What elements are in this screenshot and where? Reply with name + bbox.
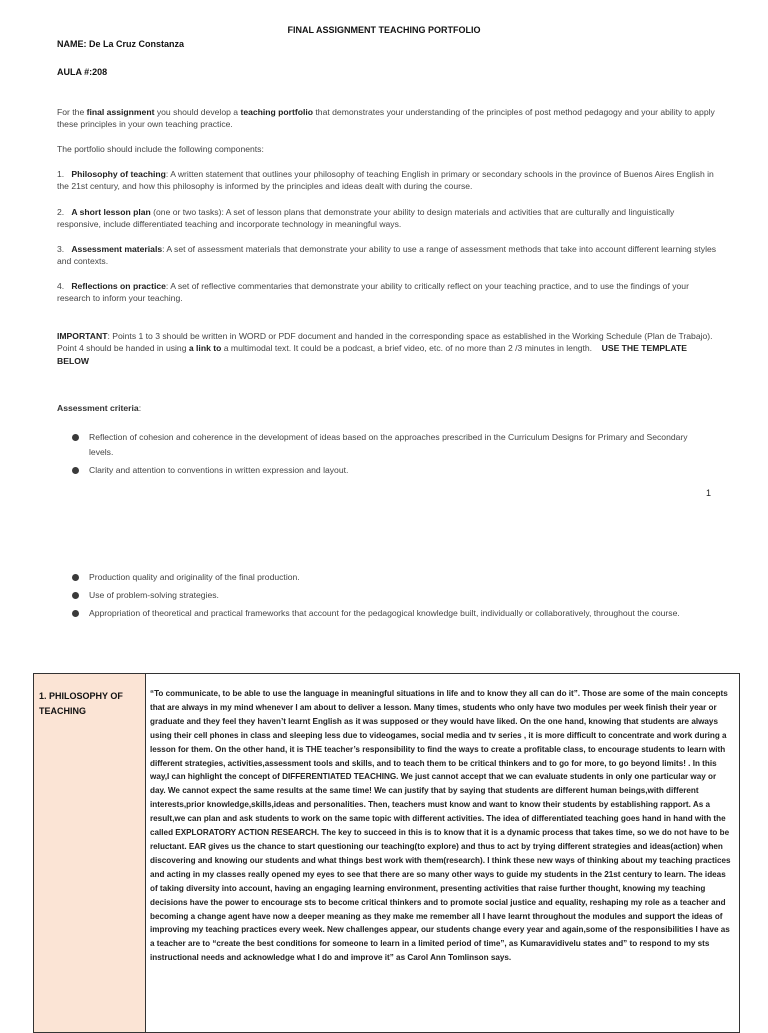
criteria-item-text: Clarity and attention to conventions in written expression and layout.	[89, 465, 349, 475]
component-item	[57, 206, 717, 231]
intro-bold-teaching-portfolio: teaching portfolio	[240, 107, 314, 117]
criteria-heading-text: Assessment criteria	[57, 403, 139, 413]
important-text: Point 4 should be handed in using	[57, 343, 189, 354]
component-description: : A set of assessment materials that demonstrate your ability to use a range of assessment methods that take into account different learning styles and contexts.	[57, 244, 717, 267]
criteria-list-page-1	[72, 430, 712, 481]
criteria-item	[72, 588, 712, 603]
components-intro: The portfolio should include the following components:	[57, 144, 264, 154]
component-description: : A set of reflective commentaries that demonstrate your ability to critically reflect on your teaching practice, and to use the findings of your research to inform your teaching.	[57, 281, 689, 304]
philosophy-table	[33, 673, 740, 1033]
philosophy-statement: “To communicate, to be able to use the language in meaningful situations in life and to know they all can do it”. Those are some of the main concepts that are always in my mind whenever I am about to deliver a lesson. Many times, students who only have two modules per week finish their year or graduate and they feel they haven’t learnt English as it was supposed or they would have liked. On the one hand, knowing that students are always using their cell phones in class and sleeping less due to videogames, social media and tv series , it is more difficult to concentrate and work during a lesson for them. On the other hand, it is THE teacher’s responsibility to find the ways to create a profitable class, to encourage students to learn with different strategies, activities,assessment tools and skills, and to teach them to be critical thinkers and to go for more, to go beyond limits! . In this way,I can highlight the concept of DIFFERENTIATED TEACHING. We just cannot accept that we can evaluate students in only one particular way or day. We cannot expect the same results at the same time! We can justify that by saying that students are different human beings,with different interests,prior knowledge,skills,ideas and personalities. Then, teachers must know and want to know their students by establishing rapport. As a result,we can plan and ask students to work on the same topic with different activities. The idea of differentiated teaching goes hand in hand with the called EXPLORATORY ACTION RESEARCH. The key to succeed in this is to know that it is a dynamic process that takes time, so we do not have to be reluctant. EAR gives us the chance to start questioning our teaching(to explore) and thus to act by trying different strategies and ideas(action) when discovering and knowing our students and what things best work with them(research). I think these new ways of thinking about my teaching practices and acting in my classes really opened my eyes to see that there are so many other ways to guide my students in the 21st century to learn. The ideas of taking diversity into account, having an engaging learning environment, presenting activities that raise further thought, knowing my teaching decisions have the power to encourage sts to become critical thinkers and to promote social justice and equality, reshaping my role as a teacher and becoming a change agent have now a deeper meaning as they make me remember all I have learnt throughout the modules and support the ideas of improving my teaching practices every week. New challenges appear, our students change every year and again,some of the responsibilities I have as a teacher are to “create the best conditions for someone to learn in a limited period of time”, as Kumaravidivelu states and” to respond to my sts instructional needs and acknowledge what I do and improve it” as Carol Ann Tomlinson says.	[150, 689, 731, 963]
intro-text: you should develop a	[154, 107, 241, 117]
component-number: 4.	[57, 281, 65, 291]
document-title: FINAL ASSIGNMENT TEACHING PORTFOLIO	[287, 25, 481, 35]
criteria-item	[72, 570, 712, 585]
bullet-icon	[72, 434, 79, 441]
component-item	[57, 243, 717, 268]
criteria-heading-colon: :	[138, 403, 142, 413]
important-label: IMPORTANT	[57, 331, 108, 341]
link-label: a link to	[188, 343, 222, 354]
criteria-item-text: Use of problem-solving strategies.	[89, 590, 219, 600]
component-item	[57, 168, 717, 193]
student-name: NAME: De La Cruz Constanza	[57, 39, 185, 49]
intro-bold-final-assignment: final assignment	[86, 107, 155, 117]
page-number: 1	[706, 488, 712, 498]
important-text: : Points 1 to 3 should be written in WORD or PDF document and handed in the corresponding space as established in the Working Schedule (Plan de Trabajo).	[107, 331, 713, 341]
intro-paragraph	[57, 106, 717, 131]
criteria-item	[72, 430, 712, 460]
criteria-item	[72, 463, 712, 478]
table-label-cell	[34, 674, 146, 1032]
component-title: Reflections on practice	[71, 281, 166, 291]
component-item	[57, 280, 717, 305]
bullet-icon	[72, 610, 79, 617]
philosophy-label: 1. PHILOSOPHY OF TEACHING	[39, 691, 123, 716]
bullet-icon	[72, 592, 79, 599]
criteria-item-text: Appropriation of theoretical and practical frameworks that account for the pedagogical knowledge built, individually or collaboratively, throughout the course.	[89, 608, 680, 618]
use-template-label: USE THE TEMPLATE BELOW	[57, 343, 687, 366]
component-description: : A written statement that outlines your philosophy of teaching English in primary or secondary schools in the province of Buenos Aires English in the 21st century, and how this philosophy is informed by the principles and ideas dealt with during the course.	[57, 169, 714, 192]
criteria-item	[72, 606, 712, 621]
criteria-list-page-2	[72, 570, 712, 624]
component-number: 1.	[57, 169, 65, 179]
table-content-cell	[146, 674, 739, 1032]
component-title: Philosophy of teaching	[71, 169, 166, 179]
bullet-icon	[72, 574, 79, 581]
intro-text: that demonstrates your understanding of the principles of post method pedagogy and your ability to apply these principles in your own teaching practice.	[57, 107, 715, 130]
component-number: 2.	[57, 207, 65, 217]
component-number: 3.	[57, 244, 65, 254]
important-note	[57, 330, 717, 367]
classroom-number: AULA #:208	[57, 67, 108, 77]
component-description: (one or two tasks): A set of lesson plans that demonstrate your ability to design materials and activities that are culturally and linguistically responsive, include differentiated teaching and incorporate technology in meaningful ways.	[57, 207, 675, 230]
assessment-criteria-heading	[57, 403, 141, 413]
component-title: Assessment materials	[71, 244, 163, 254]
intro-text: For the	[57, 107, 87, 117]
bullet-icon	[72, 467, 79, 474]
criteria-item-text: Production quality and originality of the final production.	[89, 572, 300, 582]
component-title: A short lesson plan	[71, 207, 151, 217]
important-text: a multimodal text. It could be a podcast, a brief video, etc. of no more than 2 /3 minutes in length.	[221, 343, 593, 354]
criteria-item-text: Reflection of cohesion and coherence in the development of ideas based on the approaches prescribed in the Curriculum Designs for Primary and Secondary levels.	[89, 432, 688, 457]
